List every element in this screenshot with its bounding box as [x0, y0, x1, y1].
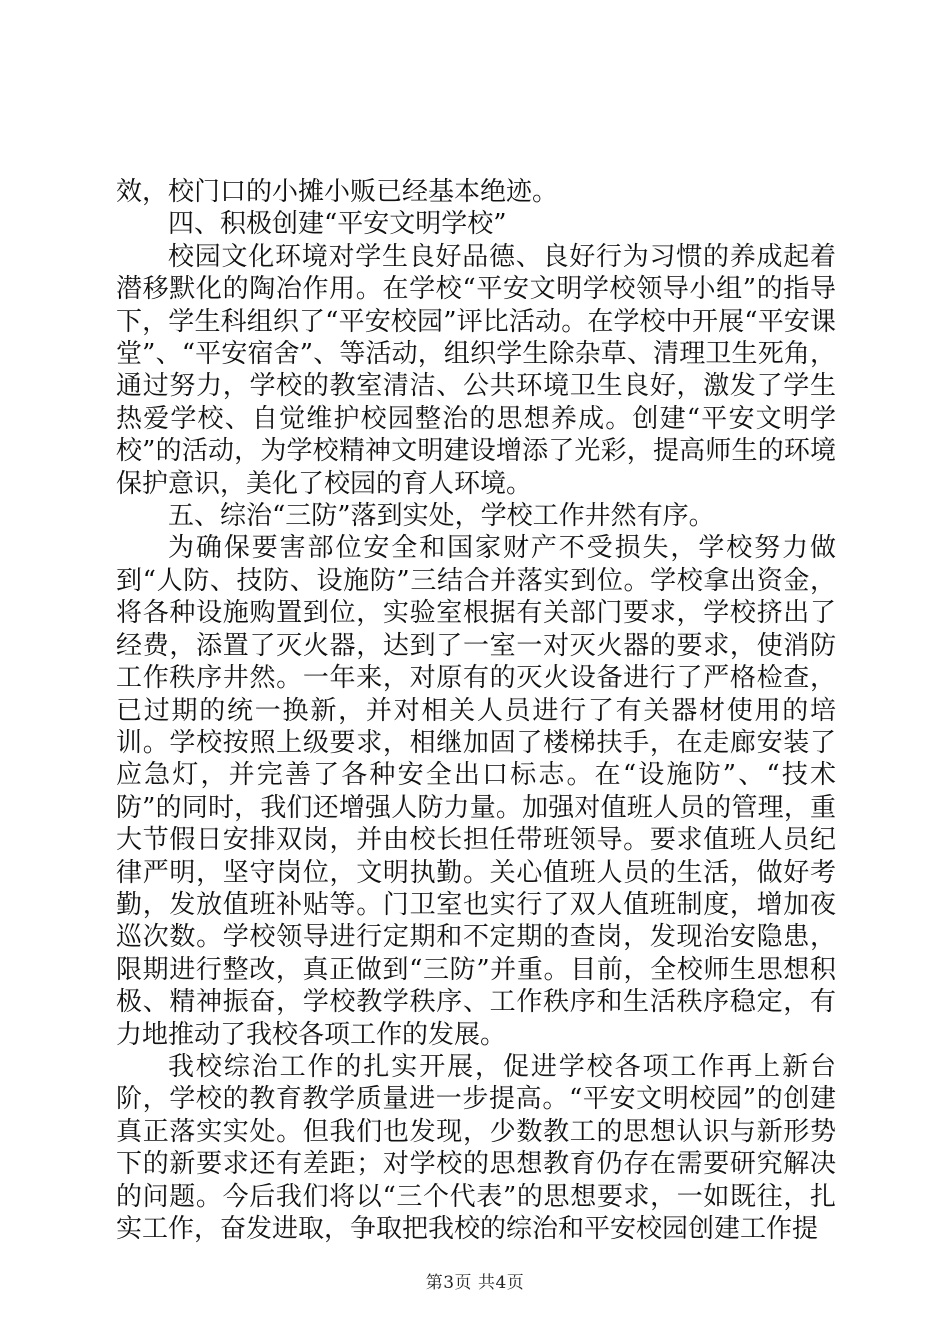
paragraph-campus-culture: 校园文化环境对学生良好品德、良好行为习惯的养成起着潜移默化的陶冶作用。在学校“平安文明学校领导小组”的指导下，学生科组织了“平安校园”评比活动。在学校中开展“平安课堂”、“平安宿舍”、等活动，组织学生除杂草、清理卫生死角，通过努力，学校的教室清洁、公共环境卫生良好，激发了学生热爱学校、自觉维护校园整治的思想养成。创建“平安文明学校”的活动，为学校精神文明建设增添了光彩，提高师生的环境保护意识，美化了校园的育人环境。	[116, 241, 836, 499]
paragraph-three-defenses: 为确保要害部位安全和国家财产不受损失，学校努力做到“人防、技防、设施防”三结合并落实到位。学校拿出资金，将各种设施购置到位，实验室根据有关部门要求，学校挤出了经费，添置了灭火器，达到了一室一对灭火器的要求，使消防工作秩序井然。一年来，对原有的灭火设备进行了严格检查，已过期的统一换新，并对相关人员进行了有关器材使用的培训。学校按照上级要求，相继加固了楼梯扶手，在走廊安装了应急灯，并完善了各种安全出口标志。在“设施防”、“技术防”的同时，我们还增强人防力量。加强对值班人员的管理，重大节假日安排双岗，并由校长担任带班领导。要求值班人员纪律严明，坚守岗位，文明执勤。关心值班人员的生活，做好考勤，发放值班补贴等。门卫室也实行了双人值班制度，增加夜巡次数。学校领导进行定期和不定期的查岗，发现治安隐患，限期进行整改，真正做到“三防”并重。目前，全校师生思想积极、精神振奋，学校教学秩序、工作秩序和生活秩序稳定，有力地推动了我校各项工作的发展。	[116, 533, 836, 1050]
page-footer: 第3页 共4页	[425, 1273, 525, 1293]
paragraph-continuation: 效，校门口的小摊小贩已经基本绝迹。	[116, 177, 559, 207]
paragraph-summary: 我校综治工作的扎实开展，促进学校各项工作再上新台阶，学校的教育教学质量进一步提高。“平安文明校园”的创建真正落实实处。但我们也发现，少数教工的思想认识与新形势下的新要求还有差距；对学校的思想教育仍存在需要研究解决的问题。今后我们将以“三个代表”的思想要求，一如既往，扎实工作，奋发进取，争取把我校的综治和平安校园创建工作提	[116, 1051, 836, 1244]
section-heading-four: 四、积极创建“平安文明学校”	[168, 209, 507, 240]
section-heading-five: 五、综治“三防”落到实处，学校工作井然有序。	[168, 501, 715, 532]
document-body	[116, 176, 836, 1245]
